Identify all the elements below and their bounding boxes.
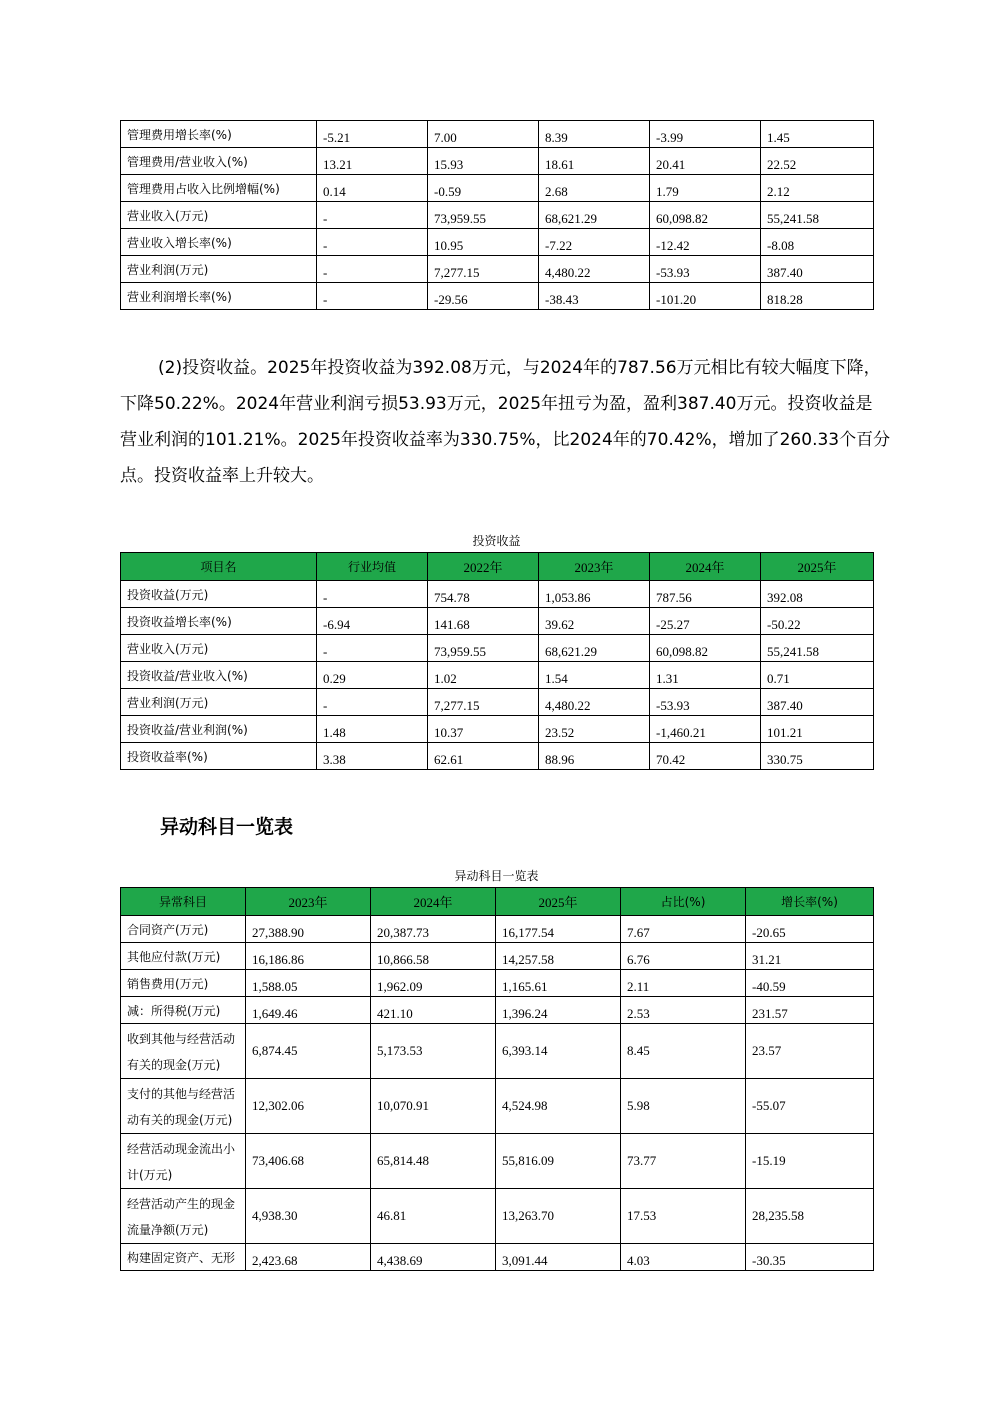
table-cell: 1.48 [317, 716, 428, 743]
row-label: 营业收入(万元) [121, 635, 317, 662]
table-row [121, 1189, 874, 1244]
table-cell: 4,524.98 [496, 1079, 621, 1134]
table-cell: 28,235.58 [746, 1189, 874, 1244]
table-cell: 31.21 [746, 943, 874, 970]
paragraph-line-2: 下降50.22%。2024年营业利润亏损53.93万元，2025年扭亏为盈，盈利387.40万元。投资收益是 [120, 394, 873, 414]
table-cell: - [317, 635, 428, 662]
table-cell: -101.20 [650, 283, 761, 310]
table-cell: -40.59 [746, 970, 874, 997]
column-header: 2024年 [650, 553, 761, 581]
table-cell: - [317, 283, 428, 310]
table-cell: -50.22 [761, 608, 874, 635]
row-label: 营业利润(万元) [121, 689, 317, 716]
table-cell: 0.14 [317, 175, 428, 202]
table-cell: 73.77 [621, 1134, 746, 1189]
table-cell: -38.43 [539, 283, 650, 310]
table-cell: 23.57 [746, 1024, 874, 1079]
table-cell: 2.53 [621, 997, 746, 1024]
table-cell: 73,959.55 [428, 202, 539, 229]
table-cell: 88.96 [539, 743, 650, 770]
table-cell: 55,241.58 [761, 202, 874, 229]
table-cell: -7.22 [539, 229, 650, 256]
row-label: 营业利润(万元) [121, 256, 317, 283]
table-cell: 1.31 [650, 662, 761, 689]
table-cell: 387.40 [761, 256, 874, 283]
table-cell: 101.21 [761, 716, 874, 743]
column-header: 2025年 [496, 888, 621, 916]
table-row [121, 581, 874, 608]
table-cell: 13.21 [317, 148, 428, 175]
table-cell: 10.37 [428, 716, 539, 743]
table-cell: 14,257.58 [496, 943, 621, 970]
row-label: 营业收入(万元) [121, 202, 317, 229]
table-cell: 13,263.70 [496, 1189, 621, 1244]
column-header: 2023年 [539, 553, 650, 581]
table-cell: -5.21 [317, 121, 428, 148]
table-cell: 6,874.45 [246, 1024, 371, 1079]
row-label: 减：所得税(万元) [121, 997, 246, 1024]
table-cell: 2,423.68 [246, 1244, 371, 1271]
row-label: 销售费用(万元) [121, 970, 246, 997]
table-cell: 2.68 [539, 175, 650, 202]
table-cell: 818.28 [761, 283, 874, 310]
table-cell: 10,866.58 [371, 943, 496, 970]
table-cell: 17.53 [621, 1189, 746, 1244]
table-cell: 5,173.53 [371, 1024, 496, 1079]
table-cell: 12,302.06 [246, 1079, 371, 1134]
table-cell: - [317, 229, 428, 256]
table-cell: - [317, 256, 428, 283]
table-row [121, 716, 874, 743]
table-cell: 27,388.90 [246, 916, 371, 943]
table-row [121, 283, 874, 310]
table-cell: 2.12 [761, 175, 874, 202]
table-cell: 46.81 [371, 1189, 496, 1244]
table-cell: 387.40 [761, 689, 874, 716]
table-cell: 73,406.68 [246, 1134, 371, 1189]
table-row [121, 916, 874, 943]
table-cell: 141.68 [428, 608, 539, 635]
table-row [121, 148, 874, 175]
table-cell: 62.61 [428, 743, 539, 770]
table-cell: 4,480.22 [539, 689, 650, 716]
table-row [121, 1079, 874, 1134]
table-cell: 1,396.24 [496, 997, 621, 1024]
table-cell: - [317, 581, 428, 608]
paragraph-line-4: 点。投资收益率上升较大。 [120, 466, 324, 486]
table-cell: -55.07 [746, 1079, 874, 1134]
section-heading: 异动科目一览表 [160, 816, 294, 838]
table-cell: -15.19 [746, 1134, 874, 1189]
table-cell: 7,277.15 [428, 689, 539, 716]
table-cell: -12.42 [650, 229, 761, 256]
table-cell: 73,959.55 [428, 635, 539, 662]
table-cell: 20.41 [650, 148, 761, 175]
table-row [121, 662, 874, 689]
table-cell: 4,938.30 [246, 1189, 371, 1244]
anomaly-table [120, 887, 874, 1271]
column-header: 行业均值 [317, 553, 428, 581]
management-expense-table [120, 120, 874, 310]
investment-income-paragraph [120, 350, 891, 494]
table-cell: - [317, 689, 428, 716]
row-label: 投资收益(万元) [121, 581, 317, 608]
table-cell: -20.65 [746, 916, 874, 943]
table-cell: 7,277.15 [428, 256, 539, 283]
table-cell: 23.52 [539, 716, 650, 743]
table-cell: 392.08 [761, 581, 874, 608]
table-row [121, 1024, 874, 1079]
row-label: 支付的其他与经营活动有关的现金(万元) [121, 1079, 246, 1134]
table-cell: -53.93 [650, 256, 761, 283]
table-cell: 16,177.54 [496, 916, 621, 943]
table-cell: 60,098.82 [650, 202, 761, 229]
table-cell: -25.27 [650, 608, 761, 635]
table-cell: 1.54 [539, 662, 650, 689]
column-header: 2023年 [246, 888, 371, 916]
table-cell: 787.56 [650, 581, 761, 608]
table-row [121, 202, 874, 229]
table-cell: 39.62 [539, 608, 650, 635]
table-cell: -0.59 [428, 175, 539, 202]
table-cell: 22.52 [761, 148, 874, 175]
table-cell: 3.38 [317, 743, 428, 770]
table-row [121, 1134, 874, 1189]
anomaly-table-caption: 异动科目一览表 [454, 869, 539, 883]
row-label: 投资收益/营业收入(%) [121, 662, 317, 689]
table-cell: 60,098.82 [650, 635, 761, 662]
table-row [121, 121, 874, 148]
table-row [121, 1244, 874, 1271]
table-cell: 7.00 [428, 121, 539, 148]
table-cell: 1.45 [761, 121, 874, 148]
table-row [121, 608, 874, 635]
table-cell: 4,480.22 [539, 256, 650, 283]
table-cell: -53.93 [650, 689, 761, 716]
table-row [121, 175, 874, 202]
table-cell: - [317, 202, 428, 229]
table-cell: 6.76 [621, 943, 746, 970]
table-cell: -8.08 [761, 229, 874, 256]
row-label: 营业收入增长率(%) [121, 229, 317, 256]
row-label: 经营活动产生的现金流量净额(万元) [121, 1189, 246, 1244]
table-cell: 55,241.58 [761, 635, 874, 662]
table-row [121, 943, 874, 970]
table-cell: 8.45 [621, 1024, 746, 1079]
row-label: 其他应付款(万元) [121, 943, 246, 970]
table-cell: 55,816.09 [496, 1134, 621, 1189]
table-cell: 18.61 [539, 148, 650, 175]
table-cell: 65,814.48 [371, 1134, 496, 1189]
table-cell: -29.56 [428, 283, 539, 310]
row-label: 管理费用占收入比例增幅(%) [121, 175, 317, 202]
table-row [121, 970, 874, 997]
table-cell: 231.57 [746, 997, 874, 1024]
table-cell: 1.79 [650, 175, 761, 202]
table-cell: -3.99 [650, 121, 761, 148]
table-cell: 68,621.29 [539, 635, 650, 662]
row-label: 投资收益率(%) [121, 743, 317, 770]
table-cell: 0.71 [761, 662, 874, 689]
column-header: 占比(%) [621, 888, 746, 916]
table-cell: 754.78 [428, 581, 539, 608]
table-row [121, 743, 874, 770]
column-header: 异常科目 [121, 888, 246, 916]
table-cell: 16,186.86 [246, 943, 371, 970]
column-header: 项目名 [121, 553, 317, 581]
table-cell: 421.10 [371, 997, 496, 1024]
column-header: 2025年 [761, 553, 874, 581]
table-cell: 4,438.69 [371, 1244, 496, 1271]
column-header: 增长率(%) [746, 888, 874, 916]
table-cell: 10.95 [428, 229, 539, 256]
table-cell: 70.42 [650, 743, 761, 770]
table-cell: -1,460.21 [650, 716, 761, 743]
investment-income-caption: 投资收益 [472, 534, 521, 548]
paragraph-line-3: 营业利润的101.21%。2025年投资收益率为330.75%，比2024年的70.42%，增加了260.33个百分 [120, 430, 891, 450]
table-cell: 1.02 [428, 662, 539, 689]
table-cell: 2.11 [621, 970, 746, 997]
table-cell: 6,393.14 [496, 1024, 621, 1079]
paragraph-line-1: (2)投资收益。2025年投资收益为392.08万元，与2024年的787.56万元相比有较大幅度下降， [158, 358, 881, 378]
table-cell: -30.35 [746, 1244, 874, 1271]
table-cell: 3,091.44 [496, 1244, 621, 1271]
table-cell: 7.67 [621, 916, 746, 943]
row-label: 营业利润增长率(%) [121, 283, 317, 310]
table-cell: -6.94 [317, 608, 428, 635]
table-row [121, 229, 874, 256]
row-label: 投资收益增长率(%) [121, 608, 317, 635]
table-cell: 68,621.29 [539, 202, 650, 229]
table-cell: 15.93 [428, 148, 539, 175]
table-cell: 1,053.86 [539, 581, 650, 608]
table-cell: 20,387.73 [371, 916, 496, 943]
table-cell: 0.29 [317, 662, 428, 689]
table-cell: 4.03 [621, 1244, 746, 1271]
table-row [121, 256, 874, 283]
table-cell: 8.39 [539, 121, 650, 148]
table-cell: 330.75 [761, 743, 874, 770]
table-cell: 10,070.91 [371, 1079, 496, 1134]
column-header: 2022年 [428, 553, 539, 581]
table-cell: 1,165.61 [496, 970, 621, 997]
table-cell: 1,649.46 [246, 997, 371, 1024]
row-label: 管理费用/营业收入(%) [121, 148, 317, 175]
table-row [121, 997, 874, 1024]
table-cell: 1,588.05 [246, 970, 371, 997]
row-label: 收到其他与经营活动有关的现金(万元) [121, 1024, 246, 1079]
column-header: 2024年 [371, 888, 496, 916]
table-cell: 5.98 [621, 1079, 746, 1134]
row-label: 合同资产(万元) [121, 916, 246, 943]
row-label: 构建固定资产、无形 [121, 1244, 246, 1271]
table-cell: 1,962.09 [371, 970, 496, 997]
row-label: 管理费用增长率(%) [121, 121, 317, 148]
table-row [121, 635, 874, 662]
investment-income-table [120, 552, 874, 770]
row-label: 经营活动现金流出小计(万元) [121, 1134, 246, 1189]
table-row [121, 689, 874, 716]
row-label: 投资收益/营业利润(%) [121, 716, 317, 743]
